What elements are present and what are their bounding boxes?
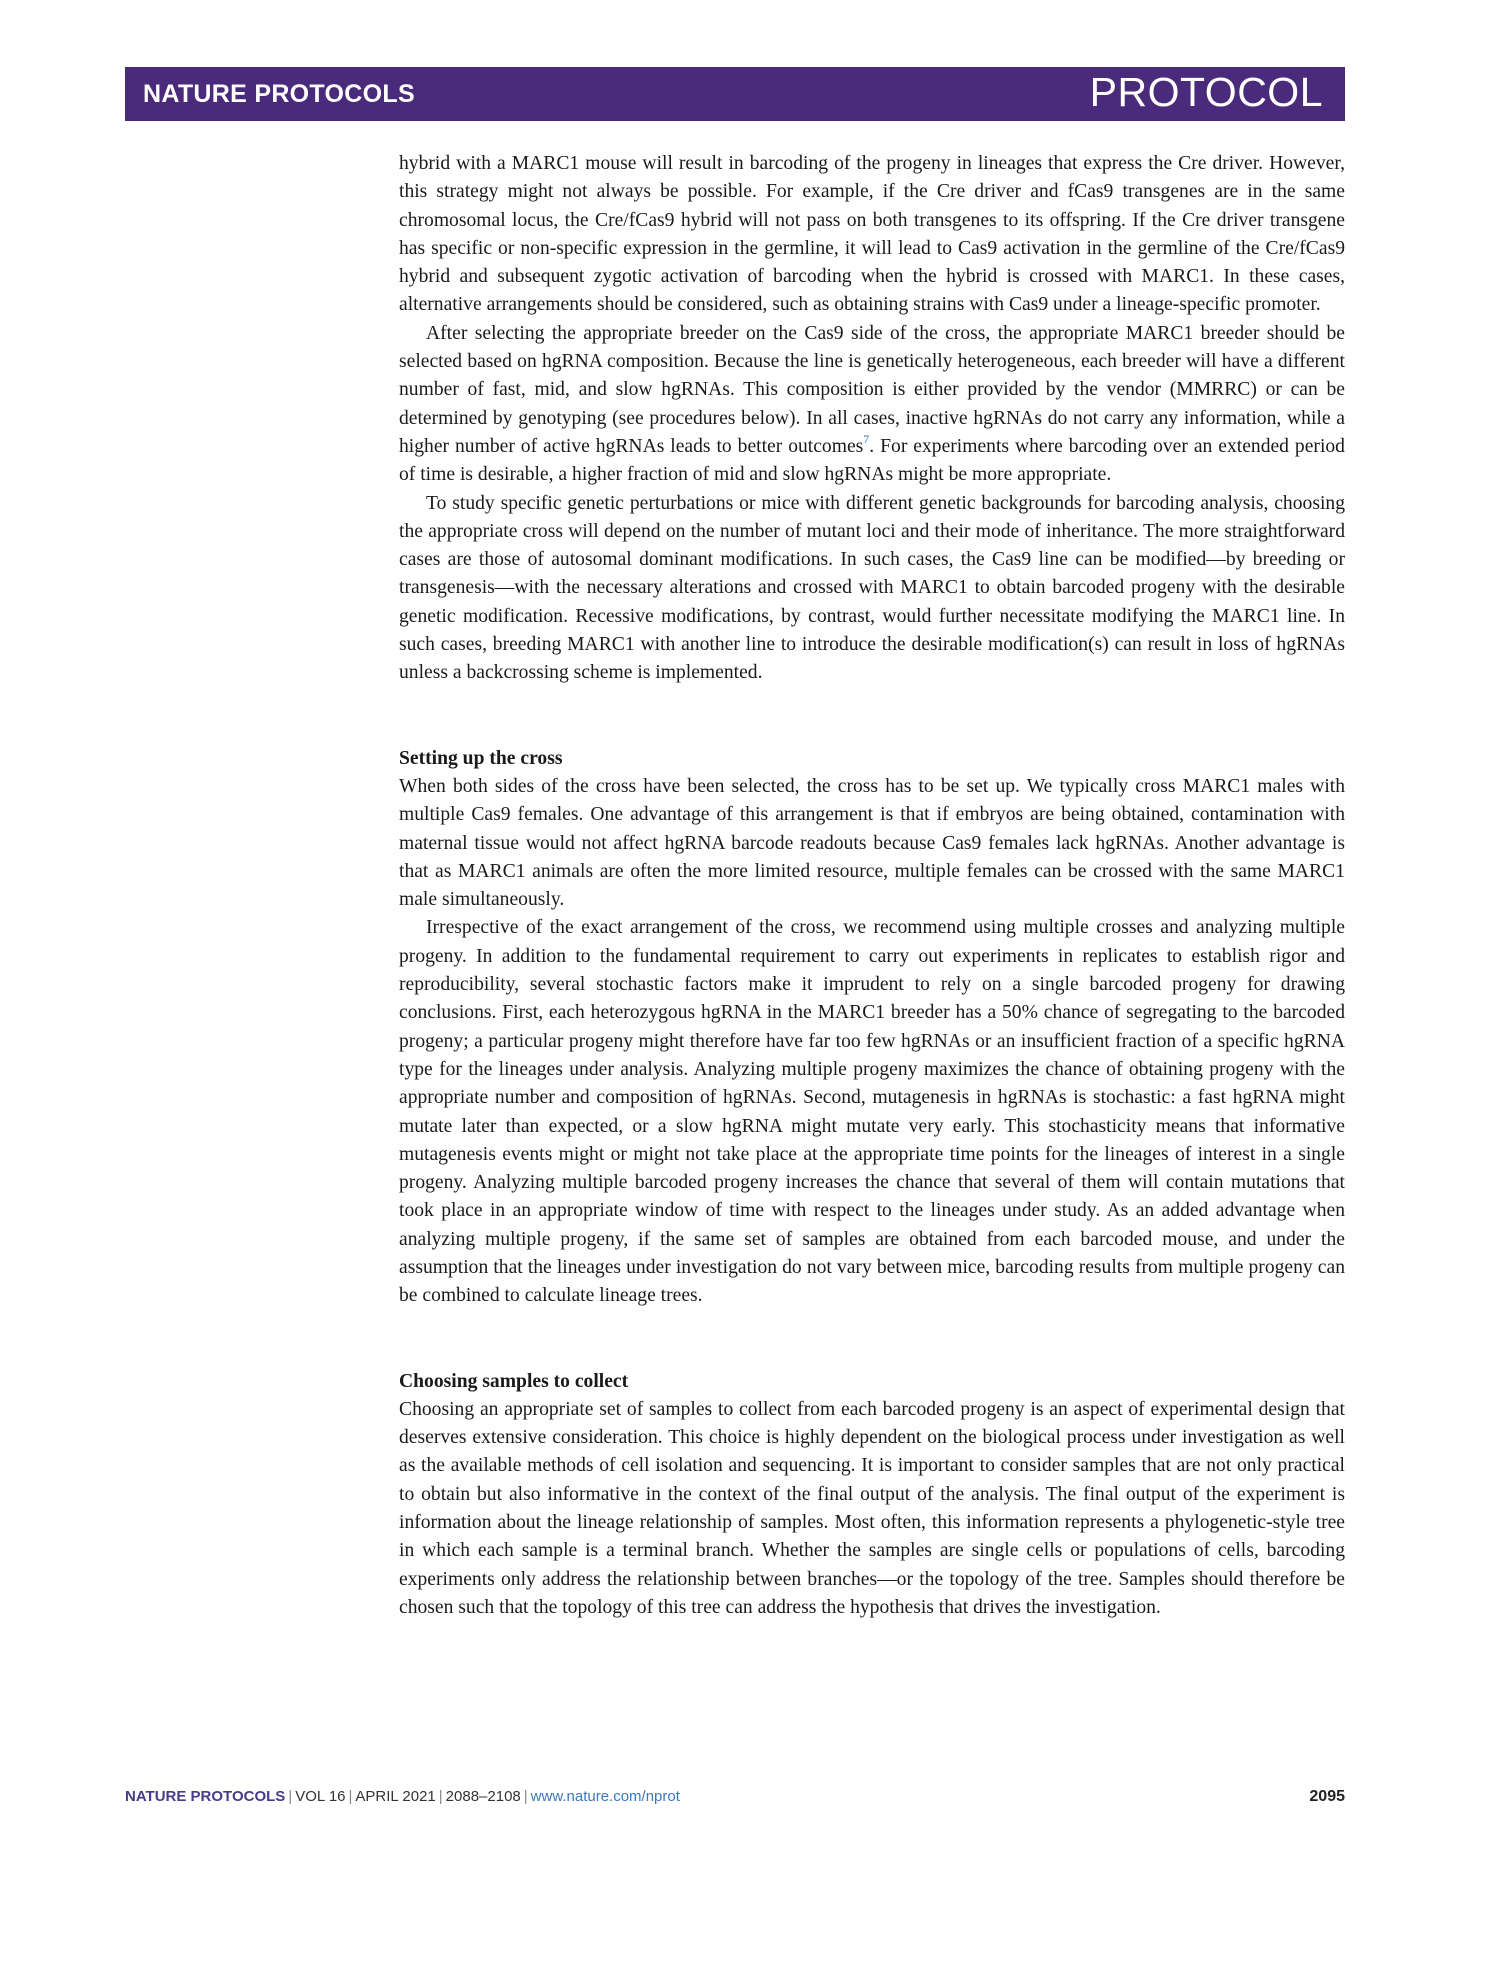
footer-pages: 2088–2108: [445, 1788, 521, 1805]
article-type: PROTOCOL: [1089, 69, 1323, 115]
footer-journal: NATURE PROTOCOLS: [125, 1788, 286, 1805]
paragraph-text: After selecting the appropriate breeder on the Cas9 side of the cross, the appropriate MARC1 breeder should be selected based on hgRNA composition. Because the line is genetically heterogeneous, each breeder will have a different number of fast, mid, and slow hgRNAs. This composition is either provided by the vendor (MMRRC) or can be determined by genotyping (see procedures below). In all cases, inactive hgRNAs do not carry any information, while a higher number of active hgRNAs leads to better outcomes: [399, 322, 1345, 457]
paragraph-choosing-samples: Choosing an appropriate set of samples to collect from each barcoded progeny is an aspect of experimental design that deserves extensive consideration. This choice is highly dependent on the biological process under investigation as well as the available methods of cell isolation and sequencing. It is important to consider samples that are not only practical to obtain but also informative in the context of the final output of the analysis. The final output of the experiment is information about the lineage relationship of samples. Most often, this information represents a phylogenetic-style tree in which each sample is a terminal branch. Whether the samples are single cells or populations of cells, barcoding experiments only address the relationship between branches—or the topology of the tree. Samples should therefore be chosen such that the topology of this tree can address the hypothesis that drives the investigation.: [399, 1398, 1345, 1618]
page-number: 2095: [1309, 1788, 1345, 1805]
header-banner: [125, 67, 1345, 121]
paragraph-cre-driver: hybrid with a MARC1 mouse will result in barcoding of the progeny in lineages that express the Cre driver. However, this strategy might not always be possible. For example, if the Cre driver and fCas9 transgenes are in the same chromosomal locus, the Cre/fCas9 hybrid will not pass on both transgenes to its offspring. If the Cre driver transgene has specific or non-specific expression in the germline, it will lead to Cas9 activation in the germline of the Cre/fCas9 hybrid and subsequent zygotic activation of barcoding when the hybrid is crossed with MARC1. In these cases, alternative arrangements should be considered, such as obtaining strains with Cas9 under a lineage-specific promoter.: [399, 153, 1345, 316]
footer-url-link[interactable]: www.nature.com/nprot: [530, 1788, 680, 1805]
article-body: [399, 150, 1345, 1622]
page-footer: NATURE PROTOCOLS | VOL 16 | APRIL 2021 | 2088–2108 | www.nature.com/nprot 2095: [125, 1788, 1345, 1805]
section-heading-choosing-samples: Choosing samples to collect: [399, 1370, 629, 1392]
citation-link[interactable]: 7: [863, 431, 870, 446]
journal-name: NATURE PROTOCOLS: [143, 80, 415, 108]
paragraph-cross-setup: When both sides of the cross have been selected, the cross has to be set up. We typically cross MARC1 males with multiple Cas9 females. One advantage of this arrangement is that if embryos are being obtained, contamination with maternal tissue would not affect hgRNA barcode readouts because Cas9 females lack hgRNAs. Another advantage is that as MARC1 animals are often the more limited resource, multiple females can be crossed with the same MARC1 male simultaneously.: [399, 775, 1345, 911]
section-heading-setting-up-cross: Setting up the cross: [399, 747, 563, 769]
paragraph-multiple-crosses: Irrespective of the exact arrangement of the cross, we recommend using multiple crosses and analyzing multiple progeny. In addition to the fundamental requirement to carry out experiments in replicates to establish rigor and reproducibility, several stochastic factors make it imprudent to rely on a single barcoded progeny for drawing conclusions. First, each heterozygous hgRNA in the MARC1 breeder has a 50% chance of segregating to the barcoded progeny; a particular progeny might therefore have far too few hgRNAs or an insufficient fraction of a specific hgRNA type for the lineages under analysis. Analyzing multiple progeny maximizes the chance of obtaining progeny with the appropriate number and composition of hgRNAs. Second, mutagenesis in hgRNAs is stochastic: a fast hgRNA might mutate later than expected, or a slow hgRNA might mutate very early. This stochasticity means that informative mutagenesis events might or might not take place at the appropriate time points for the lineages of interest in a single progeny. Analyzing multiple barcoded progeny increases the chance that several of them will contain mutations that took place in an appropriate window of time with respect to the lineages under study. As an added advantage when analyzing multiple progeny, if the same set of samples are obtained from each barcoded mouse, and under the assumption that the lineages under investigation do not vary between mice, barcoding results from multiple progeny can be combined to calculate lineage trees.: [399, 917, 1345, 1307]
paragraph-genetic-perturbations: To study specific genetic perturbations or mice with different genetic backgrounds for barcoding analysis, choosing the appropriate cross will depend on the number of mutant loci and their mode of inheritance. The more straightforward cases are those of autosomal dominant modifications. In such cases, the Cas9 line can be modified—by breeding or transgenesis—with the necessary alterations and crossed with MARC1 to obtain barcoded progeny with the desirable genetic modification. Recessive modifications, by contrast, would further necessitate modifying the MARC1 line. In such cases, breeding MARC1 with another line to introduce the desirable modification(s) can result in loss of hgRNAs unless a backcrossing scheme is implemented.: [399, 492, 1345, 684]
paragraph-text: . For experiments where barcoding over an extended period of time is desirable, a higher fraction of mid and slow hgRNAs might be more appropriate.: [399, 435, 1345, 486]
paragraph-marc1-breeder: [399, 320, 1345, 490]
footer-volume: VOL 16: [295, 1788, 346, 1805]
footer-date: APRIL 2021: [355, 1788, 436, 1805]
